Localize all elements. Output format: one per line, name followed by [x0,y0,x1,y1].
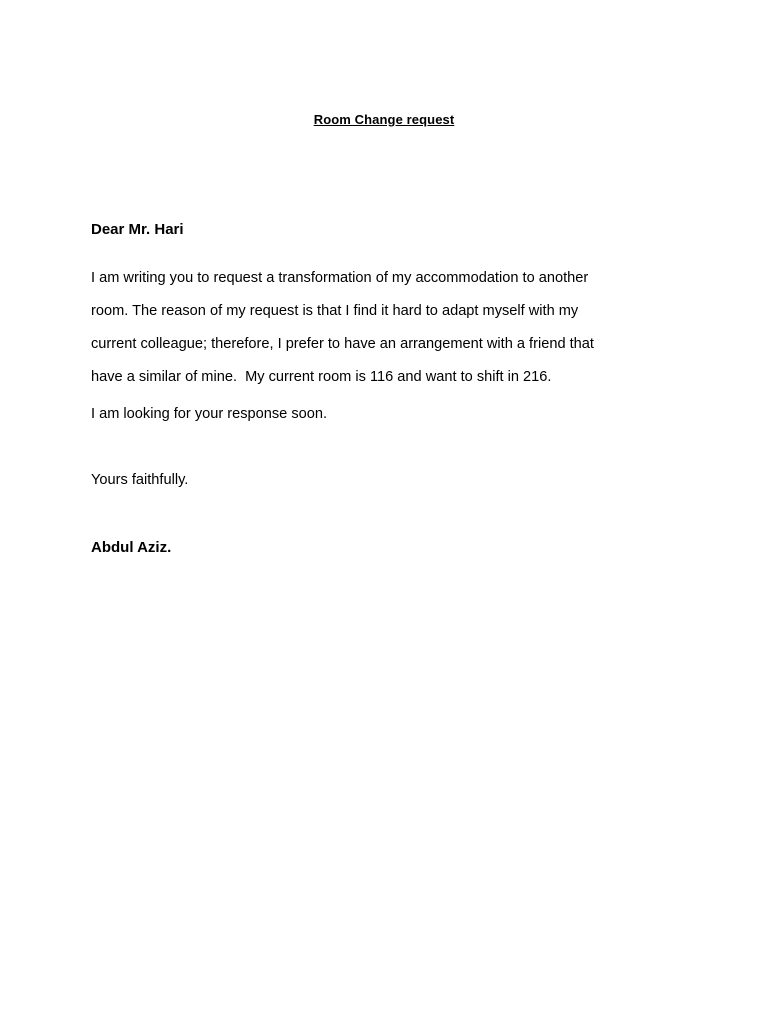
signature: Abdul Aziz. [91,539,172,556]
body-line: I am writing you to request a transformation of my accommodation to another [91,270,589,286]
closing-line: I am looking for your response soon. [91,406,328,422]
salutation: Dear Mr. Hari [91,221,184,238]
signoff: Yours faithfully. [91,472,189,488]
body-line: room. The reason of my request is that I find it hard to adapt myself with my [91,303,579,319]
body-paragraph [91,262,681,394]
document-title: Room Change request [313,112,455,127]
body-line: current colleague; therefore, I prefer to have an arrangement with a friend that [91,336,594,352]
body-line: have a similar of mine. My current room is 116 and want to shift in 216. [91,369,552,385]
